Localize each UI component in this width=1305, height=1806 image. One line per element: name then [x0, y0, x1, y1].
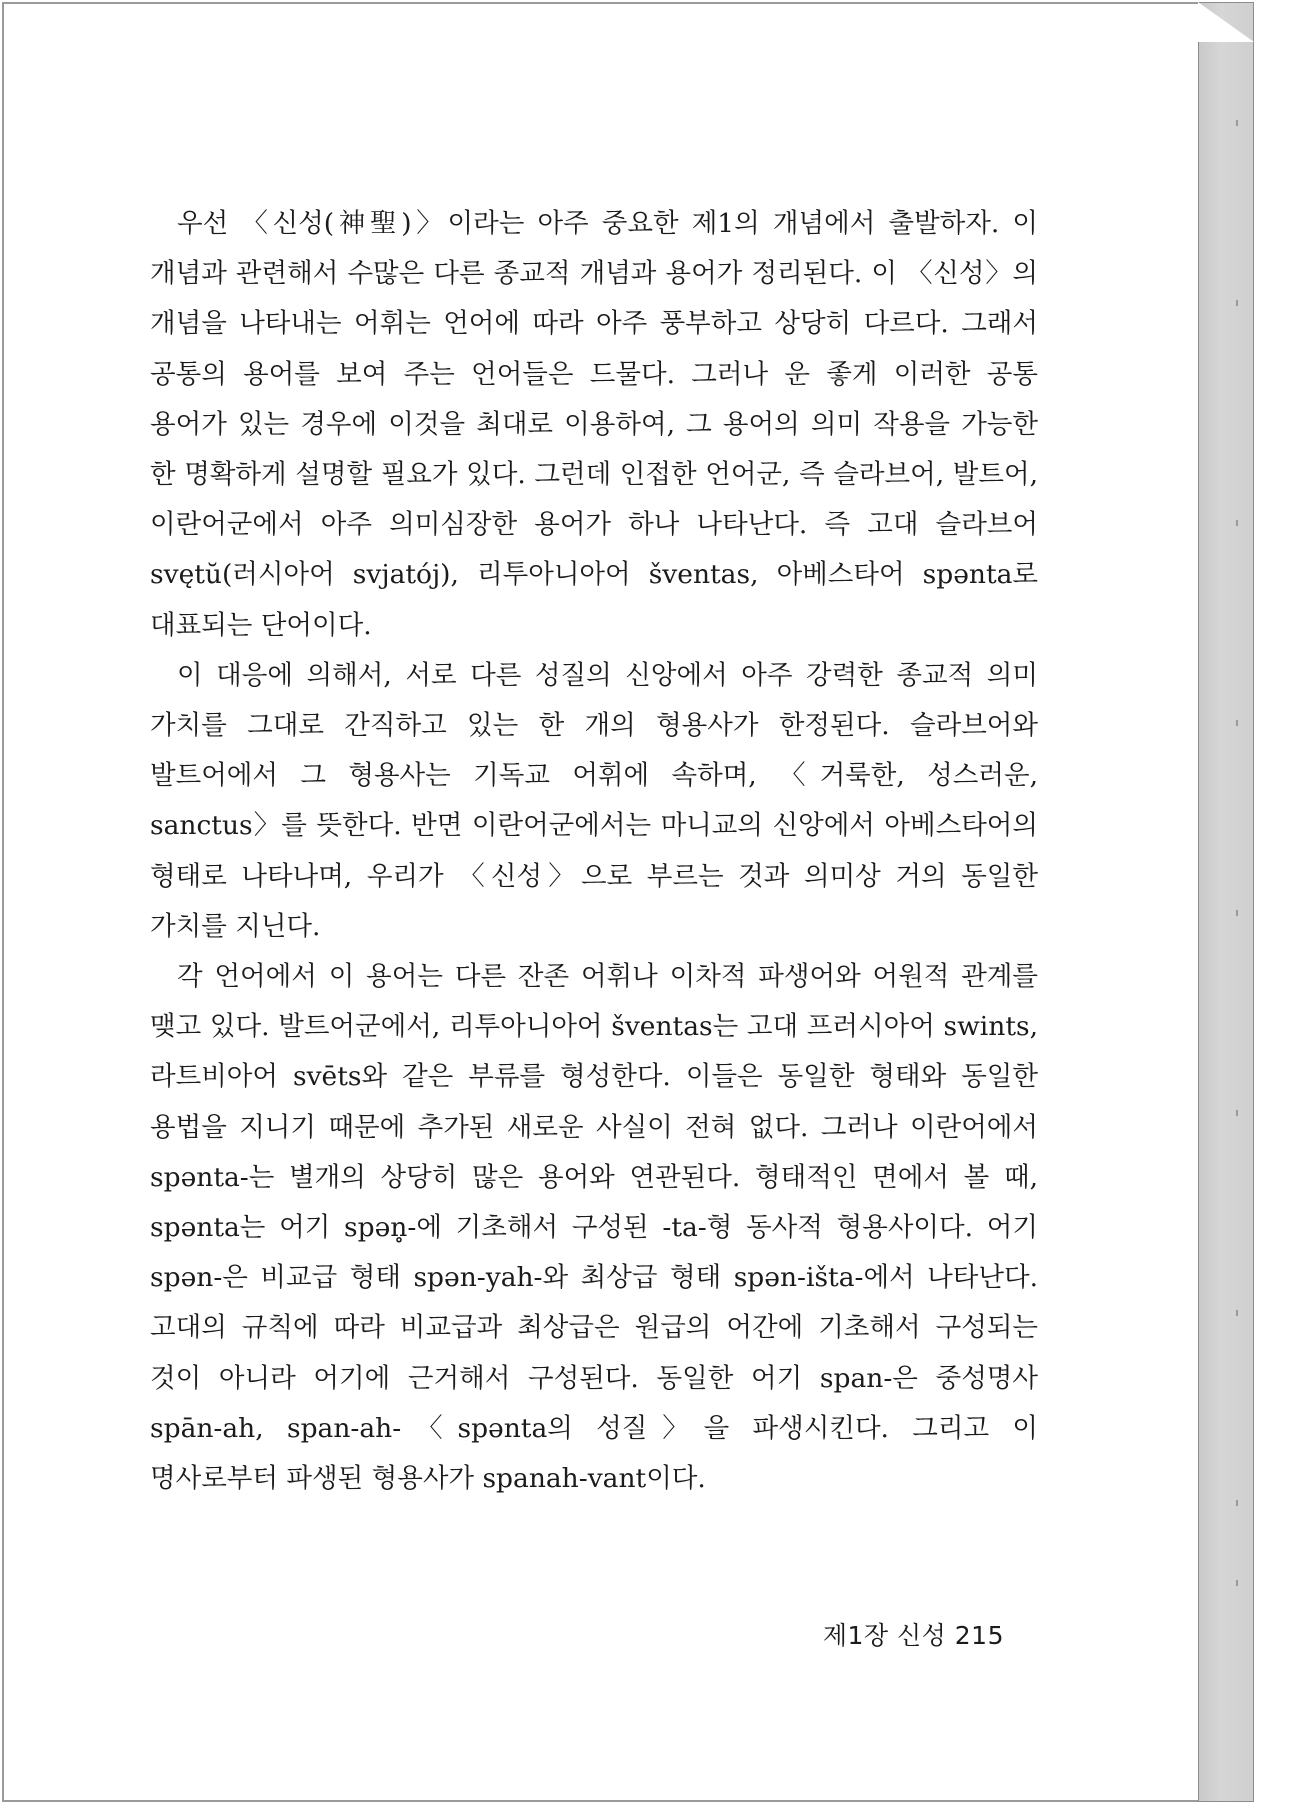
edge-mark	[1236, 1110, 1238, 1116]
paragraph-3: 각 언어에서 이 용어는 다른 잔존 어휘나 이차적 파생어와 어원적 관계를 맺고 있다. 발트어군에서, 리투아니아어 šventas는 고대 프러시아어 swints, 라트비아어 svēts와 같은 부류를 형성한다. 이들은 동일한 형태와 동일한 용법을 지니기 때문에 추가된 새로운 사실이 전혀 없다. 그러나 이란어에서 spənta-는 별개의 상당히 많은 용어와 연관된다. 형태적인 면에서 볼 때, spənta는 어기 spən̥-에 기초해서 구성된 -ta-형 동사적 형용사이다. 어기 spən-은 비교급 형태 spən-yah-와 최상급 형태 spən-išta-에서 나타난다. 고대의 규칙에 따라 비교급과 최상급은 원급의 어간에 기초해서 구성되는 것이 아니라 어기에 근거해서 구성된다. 동일한 어기 span-은 중성명사 spān-ah, span-ah-〈spənta의 성질〉을 파생시킨다. 그리고 이 명사로부터 파생된 형용사가 spanah-vant이다.	[150, 961, 1038, 1495]
edge-mark	[1236, 1310, 1238, 1316]
edge-mark	[1236, 120, 1238, 126]
edge-mark	[1236, 720, 1238, 726]
page-footer	[804, 1616, 1004, 1652]
edge-mark	[1236, 300, 1238, 306]
paragraph-1: 우선 〈신성(神聖)〉이라는 아주 중요한 제1의 개념에서 출발하자. 이 개념과 관련해서 수많은 다른 종교적 개념과 용어가 정리된다. 이 〈신성〉의 개념을 나타내는 어휘는 언어에 따라 아주 풍부하고 상당히 다르다. 그래서 공통의 용어를 보여 주는 언어들은 드물다. 그러나 운 좋게 이러한 공통 용어가 있는 경우에 이것을 최대로 이용하여, 그 용어의 의미 작용을 가능한 한 명확하게 설명할 필요가 있다. 그런데 인접한 언어군, 즉 슬라브어, 발트어, 이란어군에서 아주 의미심장한 용어가 하나 나타난다. 즉 고대 슬라브어 svętŭ(러시아어 svjatój), 리투아니아어 šventas, 아베스타어 spənta로 대표되는 단어이다.	[150, 208, 1038, 641]
edge-mark	[1236, 910, 1238, 916]
page-number: 215	[954, 1621, 1004, 1650]
edge-mark	[1236, 520, 1238, 526]
edge-mark	[1236, 1580, 1238, 1586]
chapter-title: 제1장 신성	[822, 1621, 947, 1650]
body-text	[150, 199, 1038, 1504]
paragraph-2: 이 대응에 의해서, 서로 다른 성질의 신앙에서 아주 강력한 종교적 의미 가치를 그대로 간직하고 있는 한 개의 형용사가 한정된다. 슬라브어와 발트어에서 그 형용사는 기독교 어휘에 속하며, 〈거룩한, 성스러운, sanctus〉를 뜻한다. 반면 이란어군에서는 마니교의 신앙에서 아베스타어의 형태로 나타나며, 우리가 〈신성〉으로 부르는 것과 의미상 거의 동일한 가치를 지닌다.	[150, 659, 1038, 942]
page-stack-edge	[1198, 2, 1254, 1802]
book-page	[2, 2, 1198, 1802]
edge-mark	[1236, 1500, 1238, 1506]
